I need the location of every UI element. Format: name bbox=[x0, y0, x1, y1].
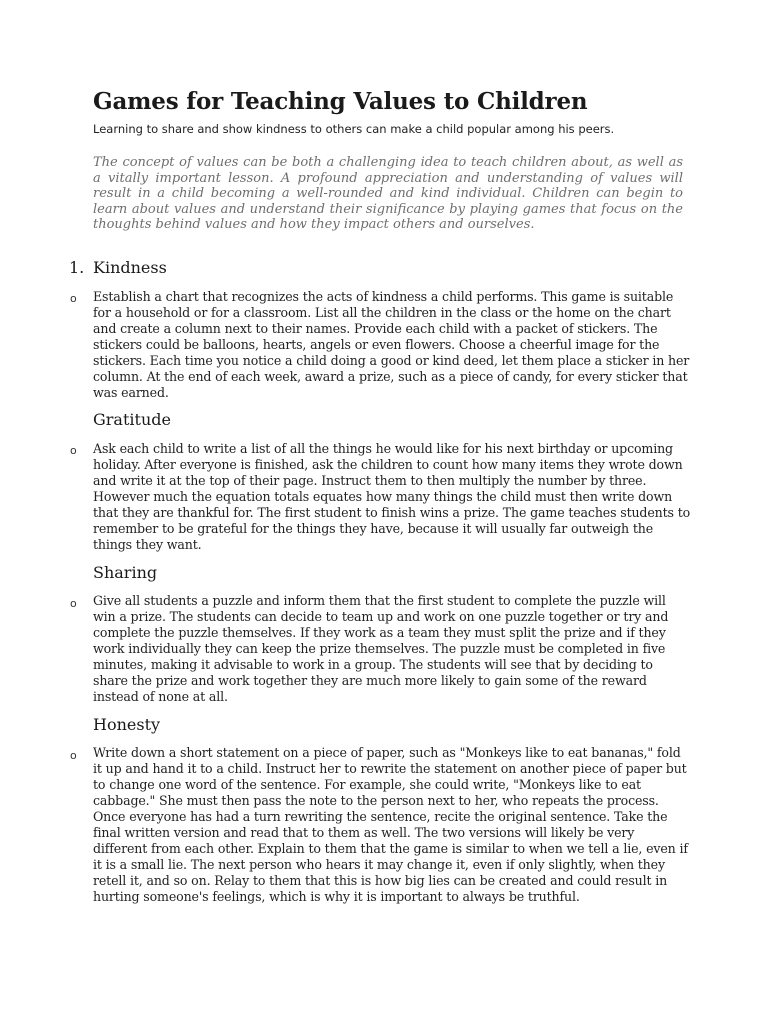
section-text-gratitude: Ask each child to write a list of all the things he would like for his next birthday or upcoming holiday. After everyone is finished, ask the children to count how many items they wrote down and write it at the top of their page. Instruct them to then multiply the number by three. However much the equation totals equates how many things the child must then write down that they are thankful for. The first student to finish wins a prize. The game teaches students to remember to be grateful for the things they have, because it will usually far outweigh the things they want. bbox=[93, 441, 691, 552]
document-title: Games for Teaching Values to Children bbox=[93, 88, 588, 115]
section-heading-kindness: Kindness bbox=[93, 258, 167, 277]
section-text-sharing: Give all students a puzzle and inform them that the first student to complete the puzzle will win a prize. The students can decide to team up and work on one puzzle together or try and complete the puzzle themselves. If they work as a team they must split the prize and if they work individually they can keep the prize themselves. The puzzle must be completed in five minutes, making it advisable to work in a group. The students will see that by deciding to share the prize and work together they are much more likely to gain some of the reward instead of none at all. bbox=[93, 593, 669, 704]
section-number: 1. bbox=[69, 258, 85, 277]
bullet-icon: o bbox=[70, 597, 77, 610]
bullet-icon: o bbox=[70, 444, 77, 457]
section-text-honesty: Write down a short statement on a piece of paper, such as "Monkeys like to eat bananas," fold it up and hand it to a child. Instruct her to rewrite the statement on another piece of paper but to change one word of the sentence. For example, she could write, "Monkeys like to eat cabbage." She must then pass the note to the person next to her, who repeats the process. Once everyone has had a turn rewriting the sentence, recite the original sentence. Take the final written version and read that to them as well. The two versions will likely be very different from each other. Explain to them that the game is similar to when we tell a lie, even if it is a small lie. The next person who hears it may change it, even if only slightly, when they retell it, and so on. Relay to them that this is how big lies can be created and could result in hurting someone's feelings, which is why it is important to always be truthful. bbox=[93, 745, 688, 904]
section-text-kindness: Establish a chart that recognizes the acts of kindness a child performs. This game is suitable for a household or for a classroom. List all the children in the class or the home on the chart and create a column next to their names. Provide each child with a packet of stickers. The stickers could be balloons, hearts, angels or even flowers. Choose a cheerful image for the stickers. Each time you notice a child doing a good or kind deed, let them place a sticker in her column. At the end of each week, award a prize, such as a piece of candy, for every sticker that was earned. bbox=[93, 289, 690, 400]
intro-paragraph: The concept of values can be both a challenging idea to teach children about, as well as a vitally important lesson. A profound appreciation and understanding of values will result in a child becoming a well-rounded and kind individual. Children can begin to learn about values and understand their significance by playing games that focus on the thoughts behind values and how they impact others and ourselves. bbox=[93, 155, 683, 233]
section-heading-gratitude: Gratitude bbox=[93, 410, 171, 429]
section-heading-sharing: Sharing bbox=[93, 563, 158, 582]
section-heading-honesty: Honesty bbox=[93, 715, 161, 734]
bullet-icon: o bbox=[70, 292, 77, 305]
bullet-icon: o bbox=[70, 749, 77, 762]
document-subtitle: Learning to share and show kindness to others can make a child popular among his peers. bbox=[93, 122, 615, 136]
